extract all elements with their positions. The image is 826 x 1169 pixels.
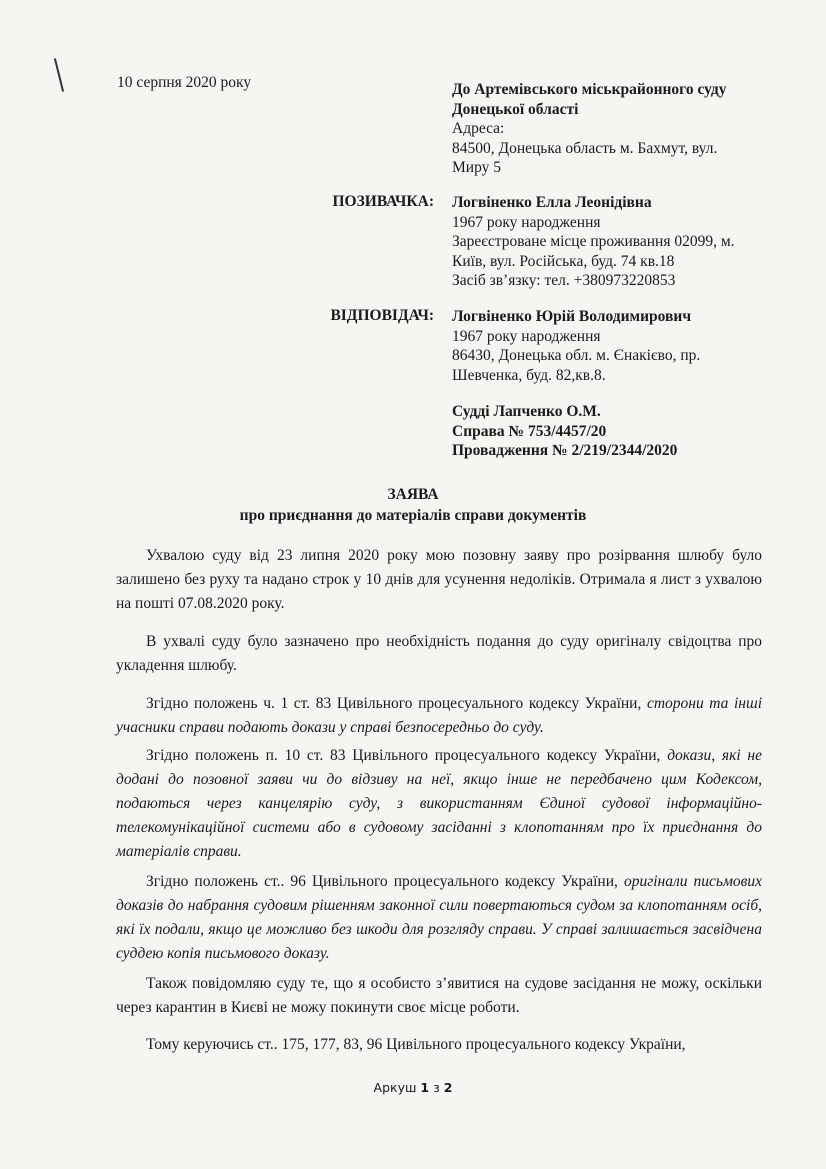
paragraph-1-text: Ухвалою суду від 23 липня 2020 року мою позовну заяву про розірвання шлюбу було залишено без руху та надано строк у 10 днів для усунення недоліків. Отримала я лист з ухвалою на пошті 07.08.2020 року. xyxy=(116,547,762,612)
court-addressee-block xyxy=(452,80,782,178)
defendant-block xyxy=(452,307,782,385)
document-subtitle: про приєднання до матеріалів справи документів xyxy=(239,507,587,524)
defendant-line: 1967 року народження xyxy=(452,327,601,345)
paragraph-4-quote: докази, які не додані до позовної заяви чи до відзиву на неї, якщо інше не передбачено цим Кодексом, подаються через канцелярію суду, з використанням Єдиної судової інформаційно-телекомунікаційної системи або в судовому засіданні з клопотанням про їх приєднання до матеріалів справи. xyxy=(116,747,762,860)
paragraph-3-text: Згідно положень ч. 1 ст. 83 Цивільного процесуального кодексу України, xyxy=(146,695,647,712)
defendant-name: Логвіненко Юрій Володимирович xyxy=(452,308,692,325)
paragraph-2 xyxy=(116,630,762,678)
paragraph-3 xyxy=(116,692,762,740)
proceeding-number: Провадження № 2/219/2344/2020 xyxy=(452,442,678,459)
paragraph-4 xyxy=(116,744,762,864)
paragraph-1 xyxy=(116,544,762,616)
handwritten-mark xyxy=(54,58,64,91)
address-label: Адреса: xyxy=(452,120,505,137)
page-footer xyxy=(0,1080,826,1095)
plaintiff-line: Зареєстроване місце проживання 02099, м. xyxy=(452,233,735,250)
court-name-line1: До Артемівського міськрайонного суду xyxy=(452,81,727,98)
plaintiff-block xyxy=(452,193,782,291)
plaintiff-line: Київ, вул. Російська, буд. 74 кв.18 xyxy=(452,252,675,270)
footer-separator: з xyxy=(433,1080,440,1095)
case-info-block xyxy=(452,402,782,461)
plaintiff-label: ПОЗИВАЧКА: xyxy=(332,193,434,210)
paragraph-7 xyxy=(116,1033,762,1057)
paragraph-7-text: Тому керуючись ст.. 175, 177, 83, 96 Цивільного процесуального кодексу України, xyxy=(146,1036,686,1053)
address-line1: 84500, Донецька область м. Бахмут, вул. xyxy=(452,139,718,157)
plaintiff-name: Логвіненко Елла Леонідівна xyxy=(452,194,652,211)
paragraph-5-text: Згідно положень ст.. 96 Цивільного процесуального кодексу України, xyxy=(146,873,624,890)
defendant-label: ВІДПОВІДАЧ: xyxy=(330,307,434,324)
paragraph-6-text: Також повідомляю суду те, що я особисто з’явитися на судове засідання не можу, оскільки через карантин в Києві не можу покинути своє місце роботи. xyxy=(116,975,762,1016)
document-date: 10 серпня 2020 року xyxy=(117,74,252,91)
paragraph-2-text: В ухвалі суду було зазначено про необхідність подання до суду оригіналу свідоцтва про укладення шлюбу. xyxy=(116,633,762,674)
footer-page-number: 1 xyxy=(420,1080,430,1095)
footer-prefix: Аркуш xyxy=(373,1080,417,1095)
defendant-line: Шевченка, буд. 82,кв.8. xyxy=(452,366,606,384)
paragraph-5 xyxy=(116,870,762,966)
plaintiff-line: Засіб зв’язку: тел. +380973220853 xyxy=(452,272,676,289)
court-name-line2: Донецької області xyxy=(452,100,579,118)
case-number: Справа № 753/4457/20 xyxy=(452,422,607,440)
defendant-line: 86430, Донецька обл. м. Єнакієво, пр. xyxy=(452,347,701,364)
paragraph-4-text: Згідно положень п. 10 ст. 83 Цивільного процесуального кодексу України, xyxy=(146,747,668,764)
footer-total-pages: 2 xyxy=(443,1080,453,1095)
address-line2: Миру 5 xyxy=(452,159,501,176)
paragraph-3-quote: сторони та інші учасники справи подають докази у справі безпосередньо до суду. xyxy=(116,695,762,736)
judge-name: Судді Лапченко О.М. xyxy=(452,403,601,420)
paragraph-5-quote: оригінали письмових доказів до набрання судовим рішенням законної сили повертаються судом за клопотанням осіб, які їх подали, якщо це можливо без шкоди для розгляду справи. У справі залишається засвідчена суддею копія письмового доказу. xyxy=(116,873,762,962)
document-title: ЗАЯВА xyxy=(387,486,439,503)
plaintiff-line: 1967 року народження xyxy=(452,213,601,231)
paragraph-6 xyxy=(116,972,762,1020)
